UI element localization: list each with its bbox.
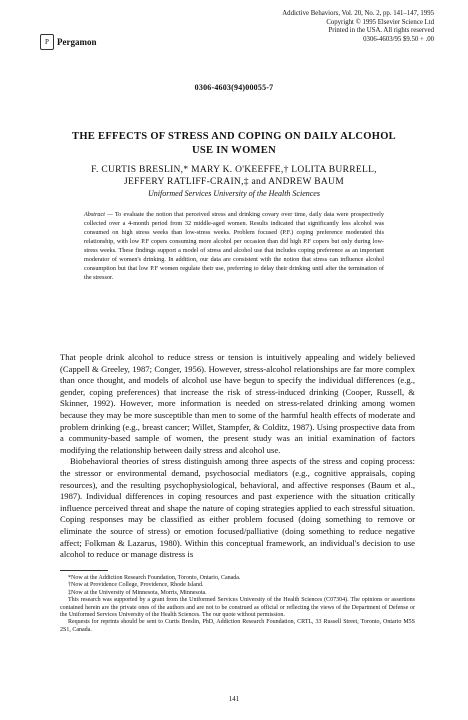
printed-line: Printed in the USA. All rights reserved: [328, 27, 434, 35]
author-list: [40, 164, 428, 188]
abstract-label: Abstract —: [84, 211, 113, 218]
title-line: THE EFFECTS OF STRESS AND COPING ON DAILY ALCOHOL: [72, 131, 396, 142]
title-line: USE IN WOMEN: [192, 145, 276, 156]
body-paragraph: Biobehavioral theories of stress distinguish among three aspects of the stress and coping process: the stressor or environmental demand, psychosocial mediators (e.g., cognitive appraisals, coping resources), and the resulting psychophysiological, behavioral, and affective responses (Baum et al., 1987). Individual differences in coping resources and past experience with the situation critically influence perceived threat and shape the nature of coping strategies applied to each stressful situation. Coping responses may be classified as either problem focused (doing something to remove or eliminate the source of stress) or emotion focused/palliative (doing something to reduce negative affect; Folkman & Lazarus, 1980). Within this conceptual framework, an individual's decision to use alcohol to reduce or manage distress is: [60, 456, 415, 560]
publisher-mark: [40, 30, 104, 54]
footnote: †Now at Providence College, Providence, Rhode Island.: [68, 582, 204, 589]
issn-line: 0306-4603/95 $9.50 + .00: [363, 35, 434, 43]
copyright-line: Copyright © 1995 Elsevier Science Ltd: [326, 18, 434, 26]
footnotes: [60, 575, 415, 634]
author-line: JEFFERY RATLIFF-CRAIN,‡ and ANDREW BAUM: [124, 177, 344, 187]
body-paragraph: That people drink alcohol to reduce stress or tension is intuitively appealing and widely believed (Cappell & Greeley, 1987; Conger, 1956). However, stress-alcohol relationships are far more complex than once thought, and models of alcohol use have begun to specify the individual differences (e.g., gender, coping preferences) that increase the risk of stress-induced drinking (Cooper, Russell, & Skinner, 1992). However, more information is needed on stress-related drinking among women because they may be more susceptible than men to some of the harmful health effects of moderate and problem drinking (e.g., breast cancer; Willet, Stampfer, & Colditz, 1987). Using prospective data from a community-based sample of women, the present study was an initial examination of factors modifying the relationship between daily stress and alcohol use.: [60, 352, 415, 455]
footnote: This research was supported by a grant from the Uniformed Services University of the Health Sciences (C07304). The opinions or assertions contained herein are the private ones of the authors and are not to be construed as official or reflecting the views of the Department of Defense or the Uniformed Services University of the Health Sciences. The our quote without permission.: [60, 597, 415, 619]
footnote: Requests for reprints should be sent to Curtis Breslin, PhD, Addiction Research Foundation, CRTL, 33 Russell Street, Toronto, Ontario M5S 2S1, Canada.: [60, 619, 415, 633]
journal-citation-block: [234, 10, 434, 44]
footnote-divider: [60, 570, 108, 571]
footnote: *Now at the Addiction Research Foundation, Toronto, Ontario, Canada.: [68, 575, 241, 581]
journal-citation-line: Addictive Behaviors, Vol. 20, No. 2, pp. 141–147, 1995: [282, 10, 434, 17]
footnote: ‡Now at the University of Minnesota, Morris, Minnesota.: [68, 589, 207, 596]
abstract-text: To evaluate the notion that perceived stress and drinking covary over time, daily data were prospectively collected over a 4-month period from 32 middle-aged women. Results indicated that significantly less alcohol was consumed on high stress weeks than low-stress weeks. Problem focused (P.F.) coping preference moderated this relationship, with low P.F copers consuming more alcohol per occasion than did high P.F copers but only during low-stress weeks. These findings support a model of stress and alcohol use that includes coping preference as an important moderator of women's drinking. In addition, our data are consistent with the notion that stress can influence alcohol consumption but that low P.F women regulate their use, preferring to delay their drinking until after the termination of the stressor.: [84, 211, 384, 281]
publisher-name: Pergamon: [57, 37, 97, 47]
article-pii: 0306-4603(94)00055-7: [194, 83, 274, 92]
affiliation: Uniformed Services University of the Health Sciences: [148, 189, 320, 198]
publisher-logo-icon: P: [40, 34, 54, 50]
page-number: 141: [228, 695, 240, 703]
article-title: [40, 130, 428, 158]
author-line: F. CURTIS BRESLIN,* MARY K. O'KEEFFE,† LOLITA BURRELL,: [91, 165, 377, 175]
body-text: [60, 352, 415, 561]
abstract: [84, 210, 384, 282]
